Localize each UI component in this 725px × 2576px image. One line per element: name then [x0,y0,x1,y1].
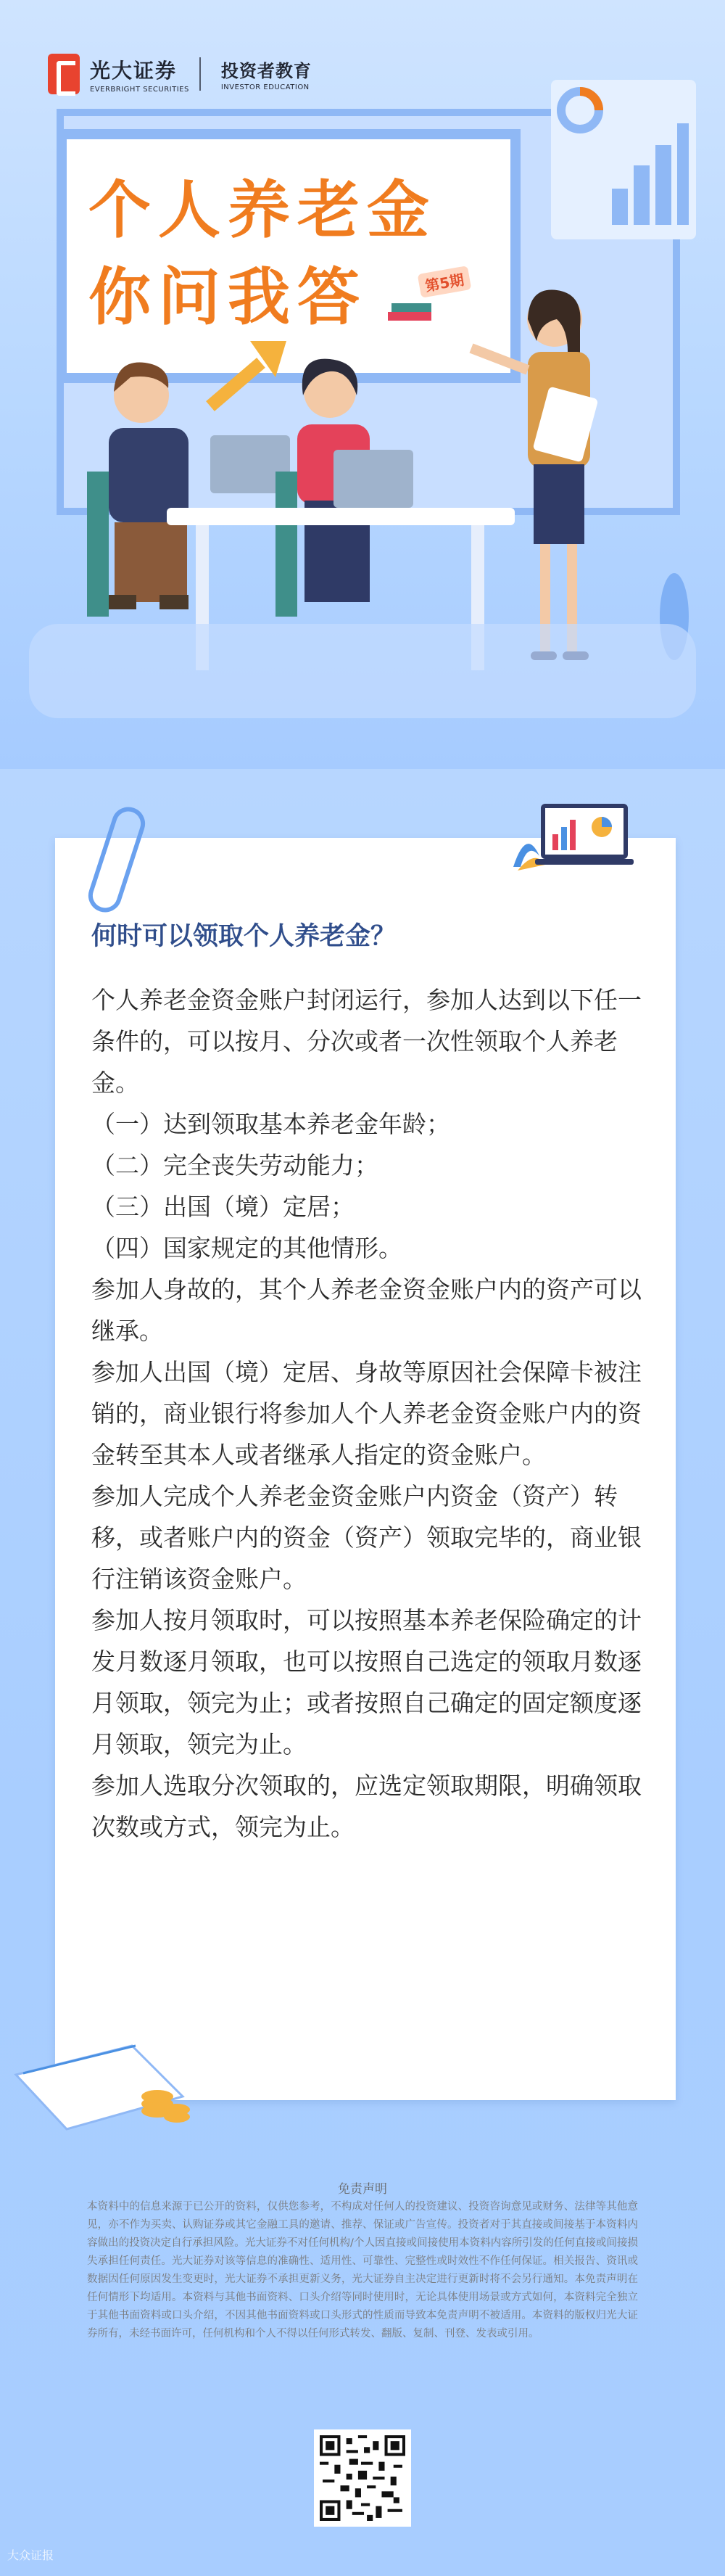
brand-name: 光大证券 [90,58,178,83]
floor-shadow [29,624,696,718]
article-heading: 何时可以领取个人养老金？ [91,922,397,951]
watermark: 大众证报 [7,2548,54,2562]
edu-label-en: INVESTOR EDUCATION [220,83,310,91]
paragraph: （二）完全丧失劳动能力； [91,1151,378,1180]
brand-name-en: EVERBRIGHT SECURITIES [90,85,189,94]
paragraph: 参加人完成个人养老金资金账户内资金（资产）转移，或者账户内的资金（资产）领取完毕的，商业银行注销该资金账户。 [91,1482,642,1593]
hero-title-line1: 个人养老金 [88,174,436,247]
disclaimer-text: 本资料中的信息来源于已公开的资料，仅供您参考，不构成对任何人的投资建议、投资咨询意见或财务、法律等其他意见，亦不作为买卖、认购证券或其它金融工具的邀请、推荐、保证或广告宣传。投资者对于其直接或间接基于本资料内容做出的投资决定自行承担风险。光大证券不对任何机构/个人因直接或间接使用本资料内容所引发的任何直接或间接损失承担任何责任。光大证券对该等信息的准确性、适用性、可靠性、完整性或时效性不作任何保证。相关报告、资讯或数据因任何原因发生变更时，光大证券不承担更新义务，光大证券自主决定进行更新时将不会另行通知。本免责声明在任何情形下均适用。本资料与其他书面资料、口头介绍等同时使用时，无论具体使用场景或方式如何，本资料完全独立于其他书面资料或口头介绍，不因其他书面资料或口头形式的性质而导致本免责声明不被适用。本资料的版权归光大证券所有，未经书面许可，任何机构和个人不得以任何形式转发、翻版、复制、刊登、发表或引用。 [87,2201,638,2340]
edu-label: 投资者教育 [220,61,312,81]
paragraph: 参加人按月领取时，可以按照基本养老保险确定的计发月数逐月领取，也可以按照自己选定的领取月数逐月领取，领完为止；或者按照自己确定的固定额度逐月领取，领完为止。 [91,1606,642,1758]
hero-title-line2: 你问我答 [88,261,367,334]
laptop-chart-icon [513,798,635,878]
disclaimer-title: 免责声明 [338,2182,387,2197]
paragraph: （三）出国（境）定居； [91,1193,355,1221]
issue-badge: 第5期 [418,266,472,298]
qr-code[interactable] [314,2429,411,2527]
hero-banner [0,0,725,769]
paragraph: 参加人出国（境）定居、身故等原因社会保障卡被注销的，商业银行将参加人个人养老金资金账户内的资金转至其本人或者继承人指定的资金账户。 [91,1358,642,1469]
calendar-coins-icon [9,2031,204,2133]
article-body [91,979,642,1848]
qr-code-icon [320,2435,405,2521]
paragraph: （一）达到领取基本养老金年龄； [91,1110,450,1138]
paragraph: 个人养老金资金账户封闭运行，参加人达到以下任一条件的，可以按月、分次或者一次性领取个人养老金。 [91,986,642,1097]
paragraph: （四）国家规定的其他情形。 [91,1234,402,1262]
paragraph: 参加人身故的，其个人养老金资金账户内的资产可以继承。 [91,1275,642,1345]
paragraph: 参加人选取分次领取的，应选定领取期限，明确领取次数或方式，领完为止。 [91,1771,642,1841]
